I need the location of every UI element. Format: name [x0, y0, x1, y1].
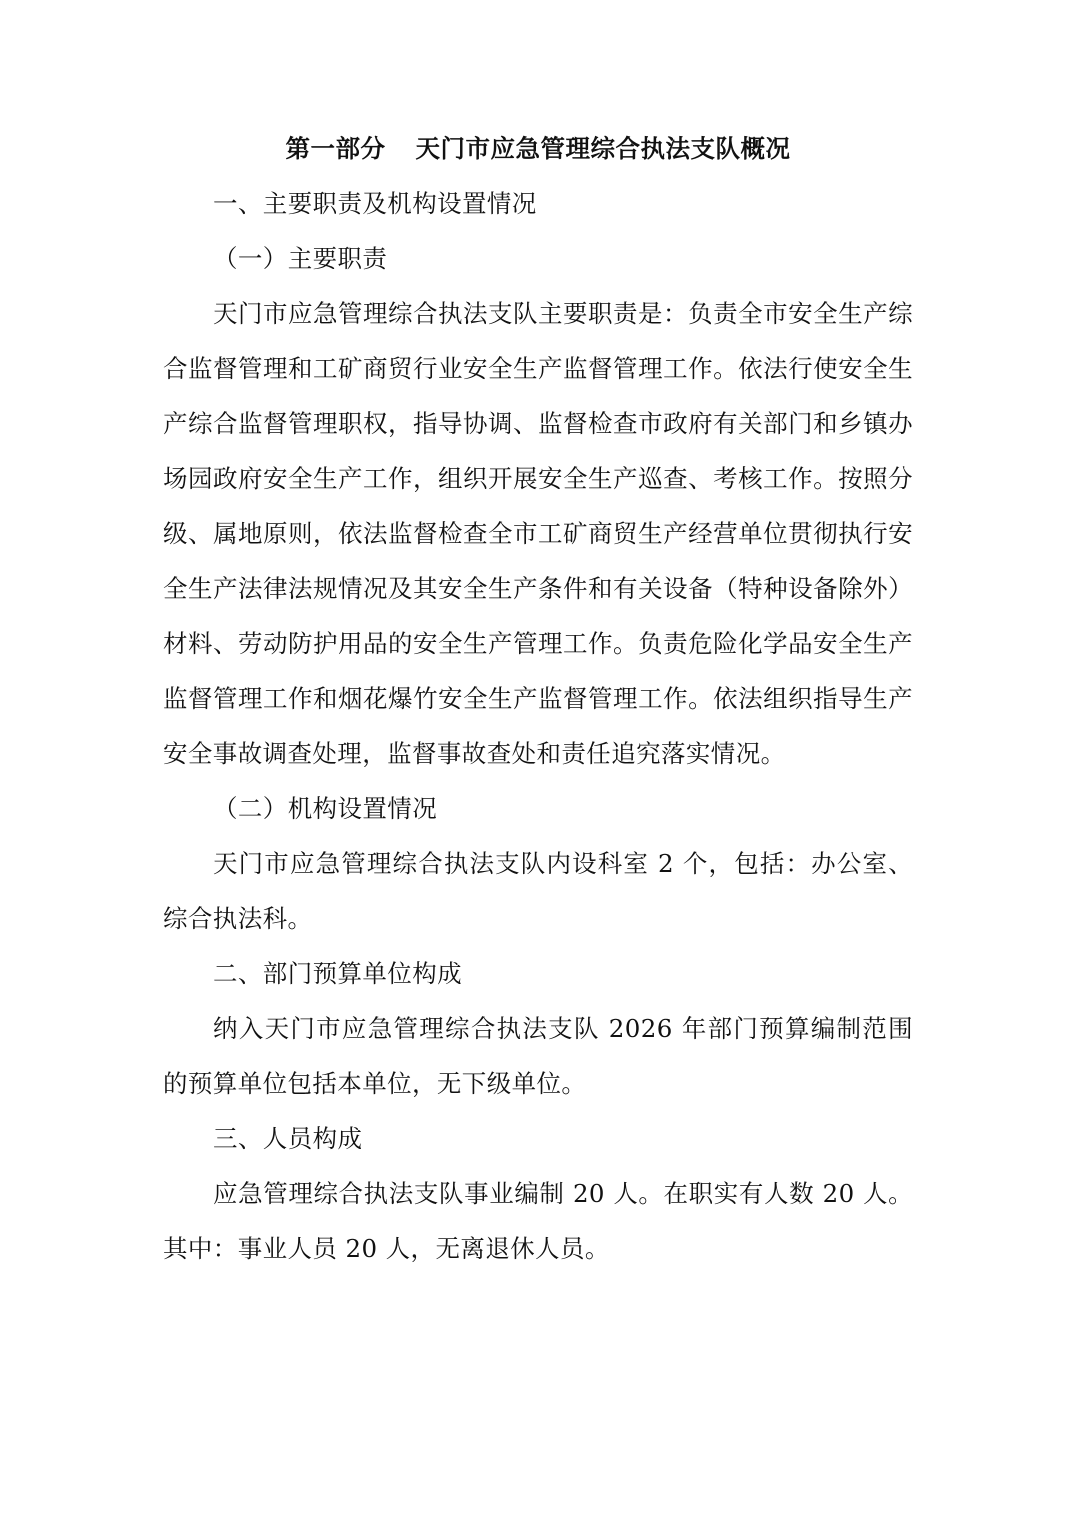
document-body — [163, 122, 913, 1276]
paragraph-main-duties: 天门市应急管理综合执法支队主要职责是：负责全市安全生产综合监督管理和工矿商贸行业安全生产监督管理工作。依法行使安全生产综合监督管理职权，指导协调、监督检查市政府有关部门和乡镇办场园政府安全生产工作，组织开展安全生产巡查、考核工作。按照分级、属地原则，依法监督检查全市工矿商贸生产经营单位贯彻执行安全生产法律法规情况及其安全生产条件和有关设备（特种设备除外）材料、劳动防护用品的安全生产管理工作。负责危险化学品安全生产监督管理工作和烟花爆竹安全生产监督管理工作。依法组织指导生产安全事故调查处理，监督事故查处和责任追究落实情况。 — [163, 299, 913, 768]
paragraph-staffing: 应急管理综合执法支队事业编制 20 人。在职实有人数 20 人。其中：事业人员 20 人，无离退休人员。 — [163, 1179, 913, 1263]
subheading-main-duties: （一）主要职责 — [213, 244, 388, 273]
document-title — [163, 122, 913, 176]
title-part: 第一部分 — [285, 134, 386, 163]
paragraph-budget-units: 纳入天门市应急管理综合执法支队 2026 年部门预算编制范围的预算单位包括本单位，无下级单位。 — [163, 1014, 913, 1098]
section-heading-duties-structure: 一、主要职责及机构设置情况 — [213, 189, 537, 218]
paragraph-organization: 天门市应急管理综合执法支队内设科室 2 个，包括：办公室、综合执法科。 — [163, 849, 913, 933]
section-heading-budget-units: 二、部门预算单位构成 — [213, 959, 462, 988]
section-heading-staffing: 三、人员构成 — [213, 1124, 363, 1153]
title-text: 天门市应急管理综合执法支队概况 — [415, 134, 791, 163]
subheading-organization: （二）机构设置情况 — [213, 794, 438, 823]
